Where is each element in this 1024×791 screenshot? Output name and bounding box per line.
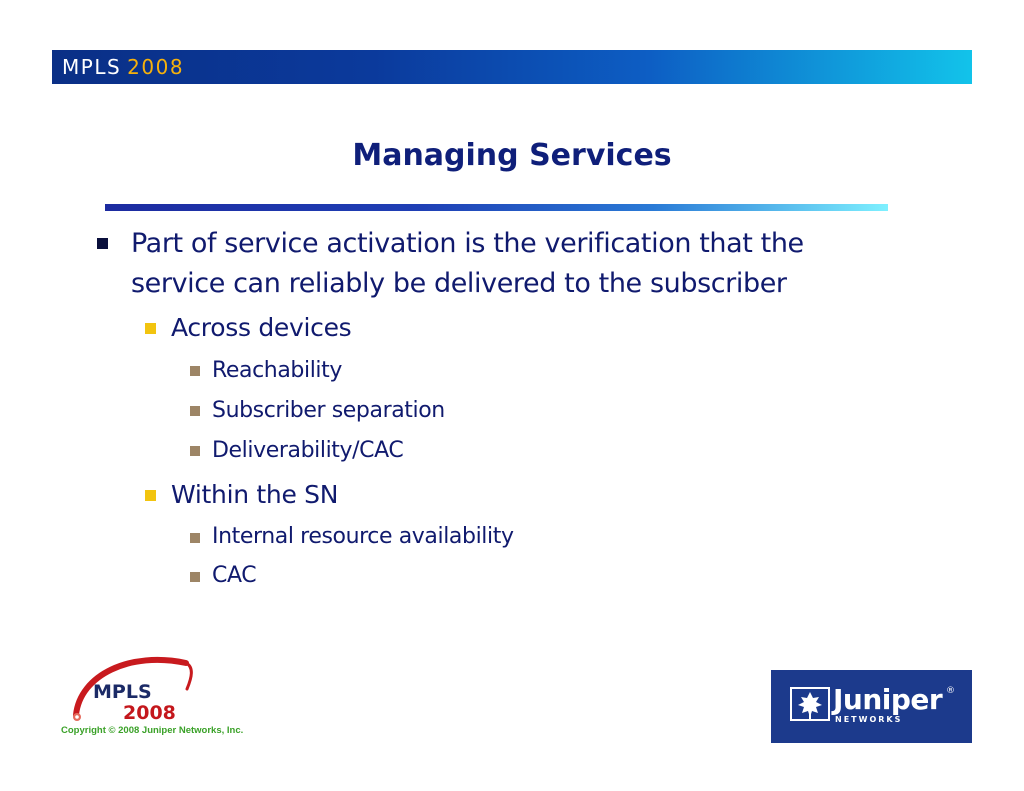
juniper-logo: [771, 670, 972, 743]
juniper-tree-icon: [790, 686, 830, 722]
slide-title: Managing Services: [352, 138, 672, 173]
copyright-text: Copyright © 2008 Juniper Networks, Inc.: [61, 725, 244, 736]
top-banner: [52, 50, 972, 84]
bullet-across-devices: Across devices: [171, 313, 352, 342]
banner-year: 2008: [127, 55, 185, 79]
banner-brand: MPLS: [62, 55, 122, 79]
footer-logo-brand: MPLS: [93, 681, 152, 703]
bullet-square-icon: [190, 533, 200, 543]
bullet-square-icon: [190, 446, 200, 456]
bullet-square-icon: [97, 238, 108, 249]
juniper-registered-mark: ®: [946, 686, 955, 696]
footer-logo-year: 2008: [123, 702, 176, 724]
bullet-item-subscriber-separation: Subscriber separation: [212, 398, 445, 423]
banner-logo-text: [62, 54, 184, 80]
bullet-item-internal-resource: Internal resource availability: [212, 524, 514, 549]
bullet-main-line2: service can reliably be delivered to the subscriber: [131, 268, 787, 299]
bullet-item-reachability: Reachability: [212, 358, 342, 383]
title-underline-rule: [105, 204, 888, 211]
bullet-within-sn: Within the SN: [171, 480, 339, 509]
bullet-item-cac: CAC: [212, 563, 257, 588]
bullet-square-icon: [190, 366, 200, 376]
bullet-square-icon: [145, 323, 156, 334]
bullet-square-icon: [190, 572, 200, 582]
juniper-networks-subtitle: NETWORKS: [835, 715, 903, 724]
bullet-square-icon: [145, 490, 156, 501]
juniper-wordmark: Juniper: [833, 683, 943, 716]
bullet-square-icon: [190, 406, 200, 416]
bullet-item-deliverability-cac: Deliverability/CAC: [212, 438, 404, 463]
bullet-main-line1: Part of service activation is the verification that the: [131, 228, 804, 259]
